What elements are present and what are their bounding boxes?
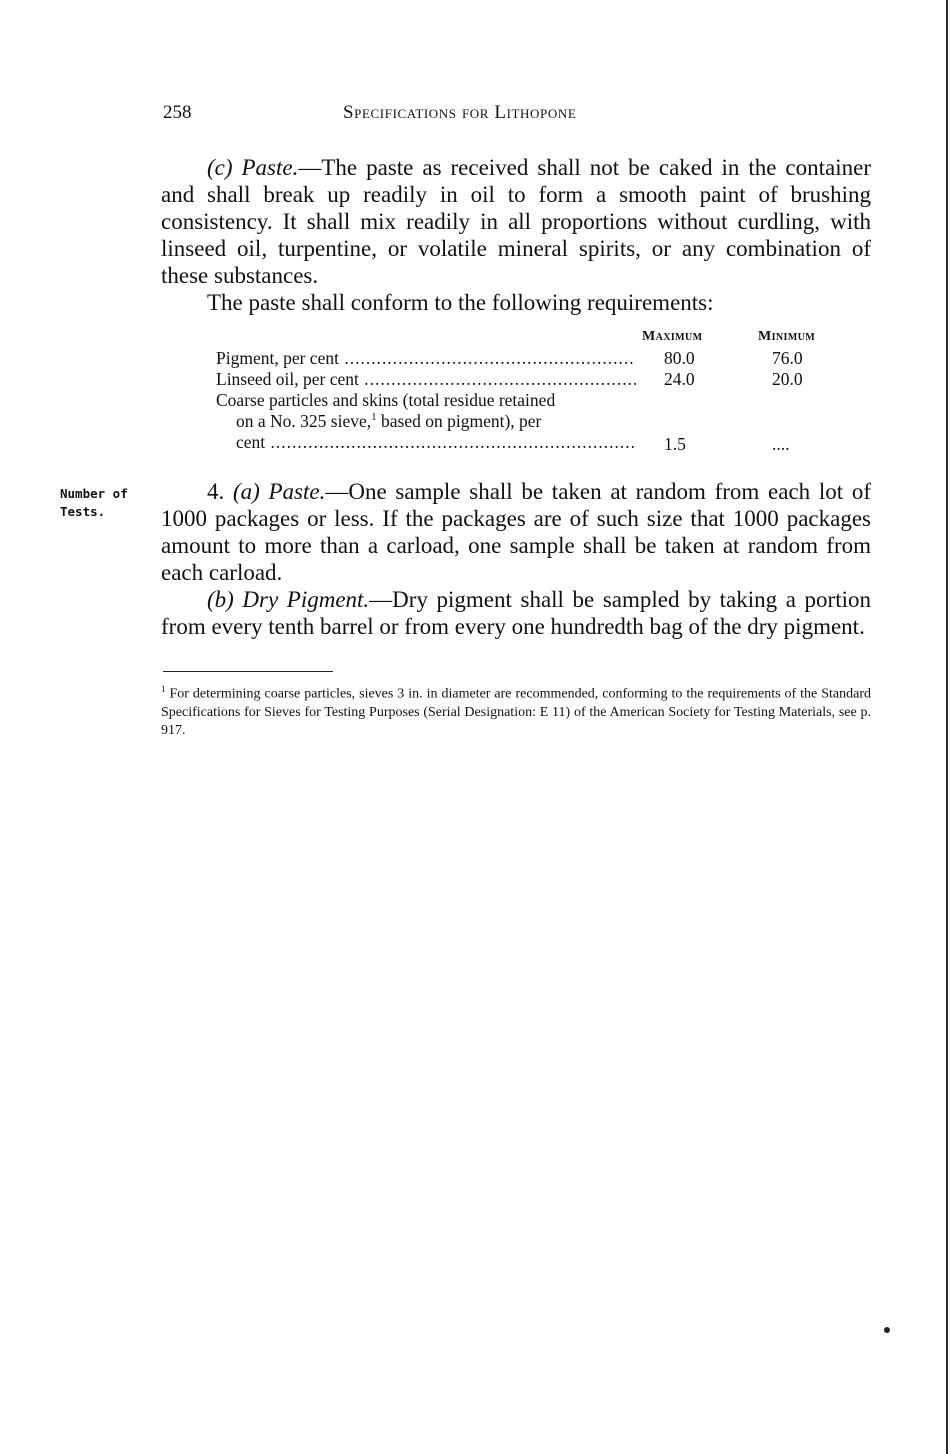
- row-maximum: 24.0: [664, 369, 695, 389]
- row-maximum: 1.5: [664, 434, 686, 454]
- page-speck: [884, 1327, 890, 1333]
- section-4: [161, 478, 871, 640]
- section-4a-label: (a) Paste.: [232, 479, 326, 504]
- footnote-reference: 1: [371, 411, 377, 424]
- requirements-intro: The paste shall conform to the following requirements:: [207, 290, 714, 315]
- row-minimum: 20.0: [772, 369, 803, 389]
- row-label: [216, 390, 636, 453]
- requirements-table: [216, 326, 841, 456]
- row-minimum: ....: [772, 434, 790, 454]
- margin-note-line2: Tests.: [60, 504, 106, 519]
- section-4b-paragraph: [161, 586, 871, 640]
- section-c: [161, 154, 871, 316]
- row-maximum: 80.0: [664, 348, 695, 368]
- row-label-line3: cent .....: [216, 432, 636, 453]
- section-c-paragraph: [161, 154, 871, 289]
- section-4b-text: —Dry pigment shall be sampled by taking a portion from every tenth barrel or from every one hundredth bag of the dry pigment.: [161, 587, 871, 639]
- column-header-maximum: Maximum: [642, 329, 703, 344]
- table-row: [216, 369, 841, 390]
- row-label-line2-text: on a No. 325 sieve,: [236, 411, 372, 431]
- row-minimum: 76.0: [772, 348, 803, 368]
- running-title: Specifications for Lithopone: [343, 102, 577, 123]
- margin-note-line1: Number of: [60, 486, 128, 501]
- row-label-line2b-text: based on pigment), per: [376, 411, 542, 431]
- section-c-text: —The paste as received shall not be caked in the container and shall break up readily in oil to form a smooth paint of brushing consistency. It shall mix readily in all proportions without curdling, with linseed oil, turpentine, or volatile mineral spirits, or any combination of these substances.: [161, 155, 871, 288]
- section-4b-label: (b) Dry Pigment.: [207, 587, 370, 612]
- footnote: [161, 680, 871, 740]
- table-row: [216, 348, 841, 369]
- row-label: Pigment, per cent .....: [216, 348, 636, 369]
- footnote-mark: 1: [161, 684, 166, 694]
- row-label-line2: [216, 411, 636, 432]
- row-label: Linseed oil, per cent .....: [216, 369, 636, 390]
- column-header-minimum: Minimum: [758, 329, 816, 344]
- page-edge-rule: [946, 0, 948, 1454]
- row-label-line1: Coarse particles and skins (total residue retained: [216, 390, 556, 410]
- margin-note: [60, 485, 155, 521]
- requirements-header: [216, 326, 841, 348]
- page-number: 258: [163, 102, 192, 123]
- section-number: 4.: [207, 479, 233, 504]
- section-4a-paragraph: [161, 478, 871, 586]
- section-c-label: (c) Paste.: [207, 155, 299, 180]
- table-row: [216, 390, 841, 456]
- page-header: [163, 102, 875, 132]
- section-4a-text: —One sample shall be taken at random from each lot of 1000 packages or less. If the packages are of such size that 1000 packages amount to more than a carload, one sample shall be taken at random from each carload.: [161, 479, 872, 585]
- footnote-divider: [163, 671, 333, 672]
- footnote-text: For determining coarse particles, sieves 3 in. in diameter are recommended, conforming to the requirements of the Standard Specifications for Sieves for Testing Purposes (Serial Designation: E 11) of the American Society for Testing Materials, see p. 917.: [161, 686, 871, 738]
